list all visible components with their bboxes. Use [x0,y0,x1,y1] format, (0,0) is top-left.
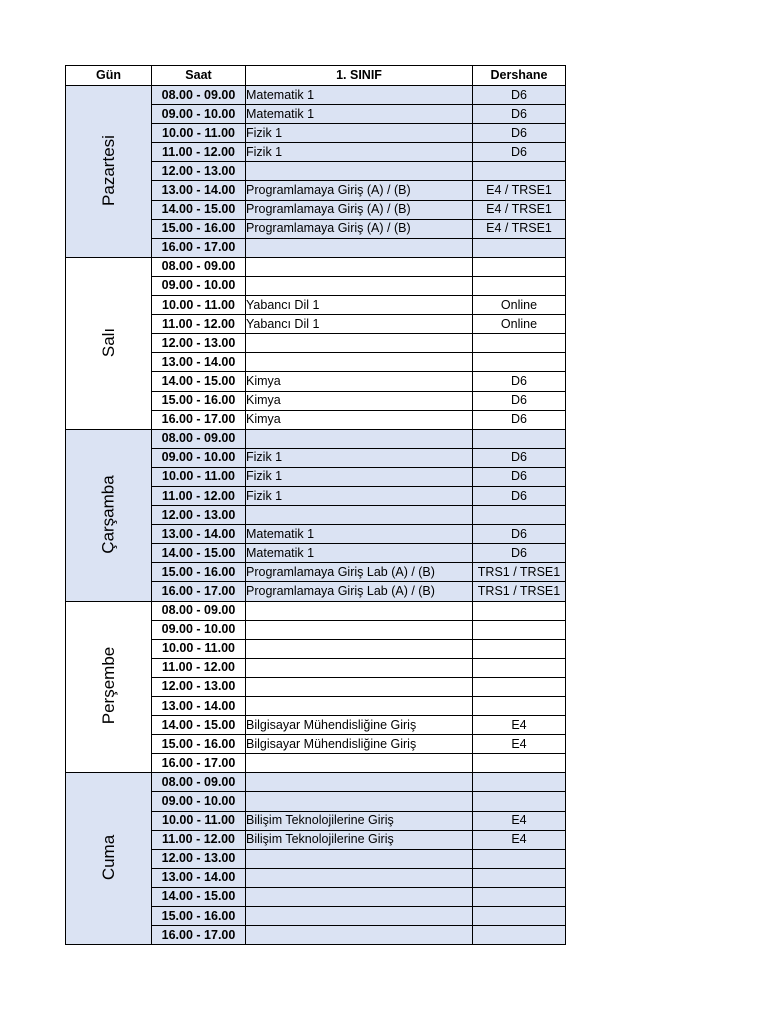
room-cell: D6 [473,486,566,505]
room-cell: E4 / TRSE1 [473,200,566,219]
course-cell: Fizik 1 [246,486,473,505]
day-cell [66,429,152,601]
room-cell: D6 [473,391,566,410]
course-cell [246,868,473,887]
day-label: Pazartesi [99,134,118,206]
course-cell [246,907,473,926]
room-cell: D6 [473,143,566,162]
course-cell [246,887,473,906]
course-cell [246,257,473,276]
time-cell: 12.00 - 13.00 [152,677,246,696]
day-cell [66,257,152,429]
schedule-table [65,65,566,945]
room-cell: D6 [473,86,566,105]
time-cell: 14.00 - 15.00 [152,200,246,219]
room-cell [473,849,566,868]
room-cell [473,162,566,181]
course-cell [246,334,473,353]
room-cell: Online [473,296,566,315]
header-saat: Saat [152,66,246,86]
time-cell: 08.00 - 09.00 [152,429,246,448]
room-cell: D6 [473,124,566,143]
course-cell [246,276,473,295]
time-cell: 09.00 - 10.00 [152,448,246,467]
course-cell [246,353,473,372]
header-dershane: Dershane [473,66,566,86]
course-cell: Matematik 1 [246,86,473,105]
table-row [66,601,566,620]
room-cell: E4 [473,716,566,735]
course-cell [246,506,473,525]
time-cell: 10.00 - 11.00 [152,639,246,658]
course-cell [246,658,473,677]
room-cell: E4 / TRSE1 [473,219,566,238]
time-cell: 12.00 - 13.00 [152,506,246,525]
course-cell: Kimya [246,372,473,391]
day-cell [66,86,152,258]
table-row [66,86,566,105]
course-cell: Yabancı Dil 1 [246,296,473,315]
room-cell [473,334,566,353]
header-sinif: 1. SINIF [246,66,473,86]
table-row [66,429,566,448]
time-cell: 10.00 - 11.00 [152,296,246,315]
room-cell: D6 [473,410,566,429]
table-header [66,66,566,86]
time-cell: 14.00 - 15.00 [152,887,246,906]
day-cell [66,773,152,945]
course-cell: Bilgisayar Mühendisliğine Giriş [246,735,473,754]
room-cell [473,257,566,276]
time-cell: 16.00 - 17.00 [152,410,246,429]
room-cell: D6 [473,467,566,486]
room-cell: E4 / TRSE1 [473,181,566,200]
course-cell [246,754,473,773]
time-cell: 14.00 - 15.00 [152,544,246,563]
course-cell [246,677,473,696]
room-cell [473,926,566,945]
time-cell: 10.00 - 11.00 [152,124,246,143]
time-cell: 11.00 - 12.00 [152,486,246,505]
course-cell [246,238,473,257]
room-cell [473,238,566,257]
time-cell: 10.00 - 11.00 [152,811,246,830]
table-row [66,257,566,276]
course-cell: Programlamaya Giriş (A) / (B) [246,219,473,238]
room-cell [473,773,566,792]
time-cell: 09.00 - 10.00 [152,620,246,639]
day-cell [66,601,152,773]
room-cell: D6 [473,448,566,467]
header-gun: Gün [66,66,152,86]
time-cell: 15.00 - 16.00 [152,563,246,582]
course-cell: Fizik 1 [246,143,473,162]
time-cell: 16.00 - 17.00 [152,926,246,945]
table-body [66,86,566,945]
course-cell: Programlamaya Giriş (A) / (B) [246,200,473,219]
time-cell: 11.00 - 12.00 [152,658,246,677]
time-cell: 11.00 - 12.00 [152,143,246,162]
day-label: Çarşamba [98,474,118,554]
room-cell: D6 [473,525,566,544]
course-cell [246,429,473,448]
room-cell [473,276,566,295]
time-cell: 13.00 - 14.00 [152,525,246,544]
room-cell: D6 [473,544,566,563]
time-cell: 15.00 - 16.00 [152,907,246,926]
room-cell [473,620,566,639]
room-cell: TRS1 / TRSE1 [473,563,566,582]
time-cell: 08.00 - 09.00 [152,257,246,276]
time-cell: 14.00 - 15.00 [152,372,246,391]
course-cell: Bilişim Teknolojilerine Giriş [246,830,473,849]
course-cell: Bilgisayar Mühendisliğine Giriş [246,716,473,735]
course-cell [246,926,473,945]
room-cell [473,697,566,716]
room-cell [473,658,566,677]
time-cell: 14.00 - 15.00 [152,716,246,735]
room-cell: Online [473,315,566,334]
course-cell [246,792,473,811]
course-cell [246,639,473,658]
time-cell: 08.00 - 09.00 [152,601,246,620]
course-cell: Fizik 1 [246,124,473,143]
course-cell [246,697,473,716]
course-cell: Fizik 1 [246,467,473,486]
room-cell [473,506,566,525]
time-cell: 10.00 - 11.00 [152,467,246,486]
room-cell: E4 [473,811,566,830]
time-cell: 08.00 - 09.00 [152,773,246,792]
room-cell [473,907,566,926]
room-cell [473,792,566,811]
course-cell [246,620,473,639]
time-cell: 08.00 - 09.00 [152,86,246,105]
course-cell: Kimya [246,391,473,410]
time-cell: 12.00 - 13.00 [152,849,246,868]
time-cell: 15.00 - 16.00 [152,391,246,410]
course-cell: Bilişim Teknolojilerine Giriş [246,811,473,830]
time-cell: 13.00 - 14.00 [152,697,246,716]
time-cell: 09.00 - 10.00 [152,276,246,295]
day-label: Cuma [98,835,118,881]
time-cell: 16.00 - 17.00 [152,754,246,773]
time-cell: 15.00 - 16.00 [152,735,246,754]
room-cell [473,868,566,887]
course-cell [246,773,473,792]
time-cell: 13.00 - 14.00 [152,181,246,200]
day-label: Salı [98,327,118,357]
time-cell: 11.00 - 12.00 [152,830,246,849]
course-cell: Fizik 1 [246,448,473,467]
time-cell: 11.00 - 12.00 [152,315,246,334]
course-cell: Matematik 1 [246,105,473,124]
room-cell: D6 [473,105,566,124]
course-cell [246,849,473,868]
header-row [66,66,566,86]
course-cell: Matematik 1 [246,525,473,544]
time-cell: 09.00 - 10.00 [152,105,246,124]
table-row [66,773,566,792]
course-cell: Programlamaya Giriş (A) / (B) [246,181,473,200]
room-cell: TRS1 / TRSE1 [473,582,566,601]
time-cell: 09.00 - 10.00 [152,792,246,811]
day-label: Perşembe [98,647,118,725]
course-cell: Programlamaya Giriş Lab (A) / (B) [246,563,473,582]
room-cell: E4 [473,830,566,849]
time-cell: 13.00 - 14.00 [152,868,246,887]
course-cell: Matematik 1 [246,544,473,563]
course-cell [246,162,473,181]
time-cell: 12.00 - 13.00 [152,162,246,181]
time-cell: 16.00 - 17.00 [152,582,246,601]
room-cell: E4 [473,735,566,754]
room-cell [473,601,566,620]
course-cell: Yabancı Dil 1 [246,315,473,334]
room-cell [473,754,566,773]
time-cell: 12.00 - 13.00 [152,334,246,353]
room-cell: D6 [473,372,566,391]
room-cell [473,677,566,696]
room-cell [473,429,566,448]
room-cell [473,353,566,372]
time-cell: 15.00 - 16.00 [152,219,246,238]
time-cell: 13.00 - 14.00 [152,353,246,372]
course-cell: Programlamaya Giriş Lab (A) / (B) [246,582,473,601]
room-cell [473,887,566,906]
course-cell: Kimya [246,410,473,429]
course-cell [246,601,473,620]
room-cell [473,639,566,658]
time-cell: 16.00 - 17.00 [152,238,246,257]
